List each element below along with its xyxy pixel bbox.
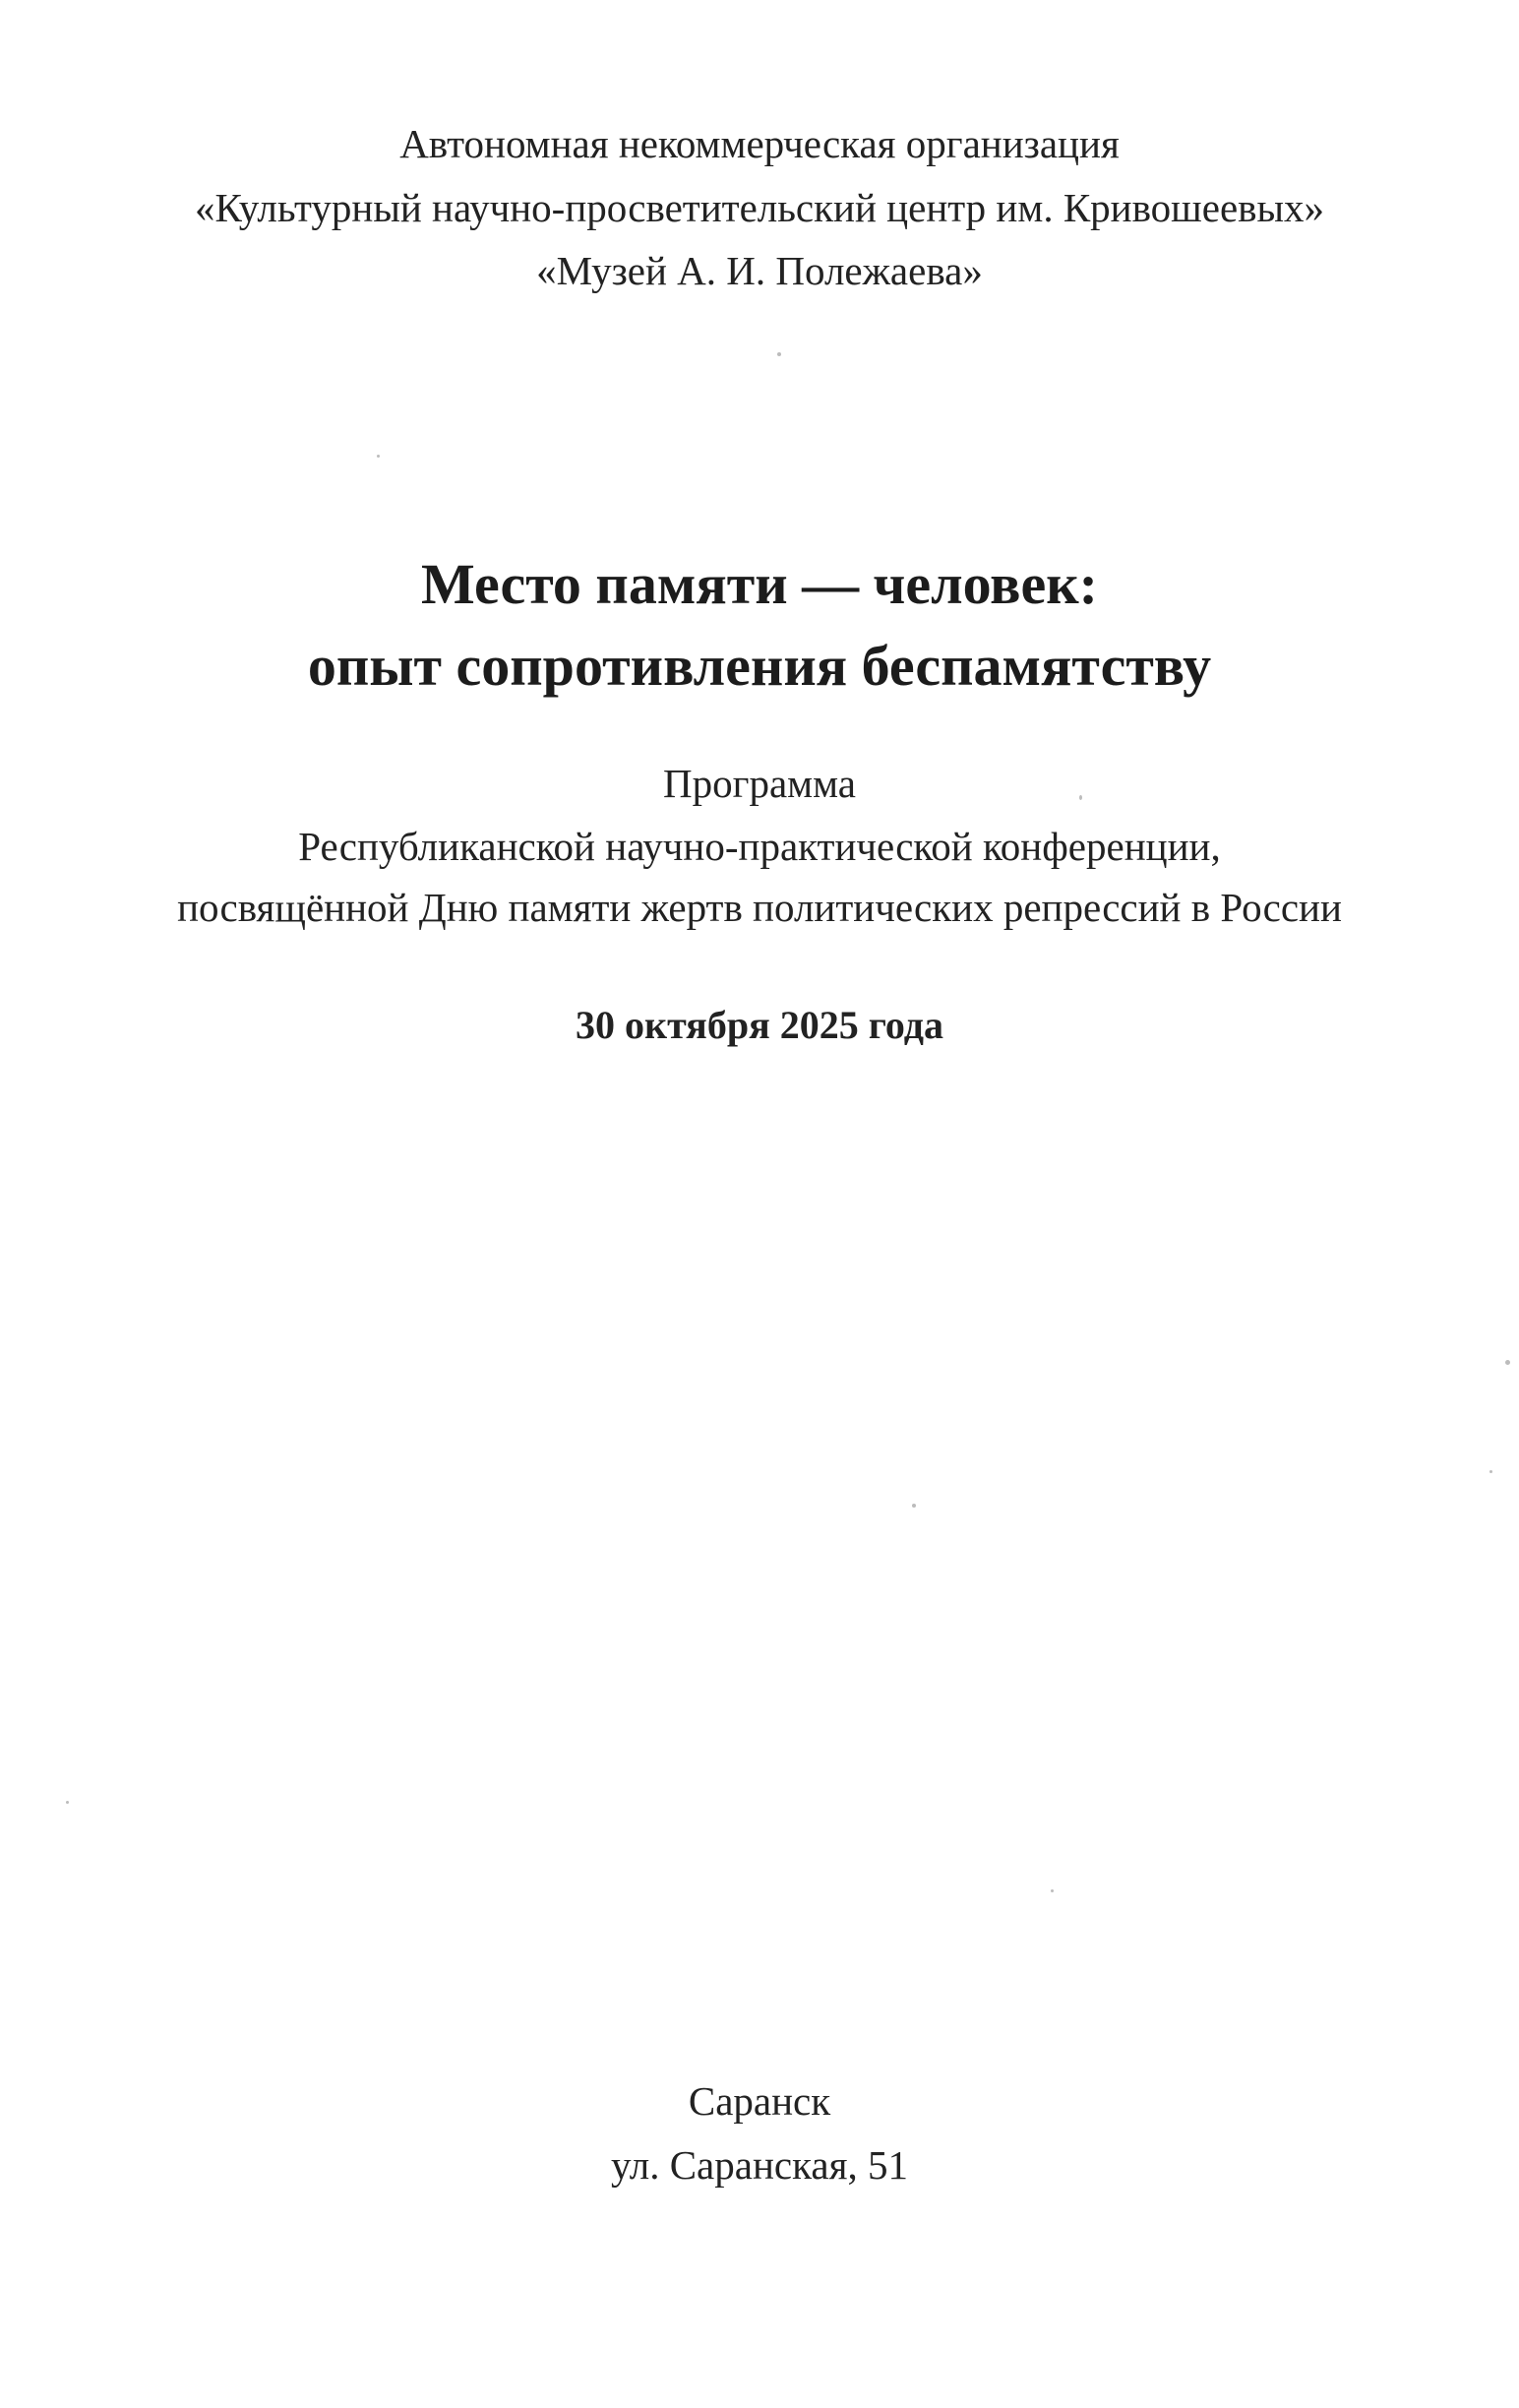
center-name: «Культурный научно-просветительский центр им. Кривошеевых» [194, 185, 1325, 230]
scan-speck [1079, 795, 1082, 800]
title-line-2: опыт сопротивления беспамятству [307, 634, 1212, 698]
conference-dedication: посвящённой Дню памяти жертв политических репрессий в России [177, 885, 1342, 930]
scan-speck [1489, 1470, 1492, 1473]
scan-speck [1505, 1360, 1510, 1365]
scan-speck [377, 455, 380, 458]
museum-name: «Музей А. И. Полежаева» [536, 248, 983, 293]
organization-name: Автономная некоммерческая организация [399, 121, 1120, 166]
conference-type: Республиканской научно-практической конференции, [298, 824, 1221, 869]
title-line-1: Место памяти — человек: [421, 552, 1098, 616]
scan-speck [1051, 1889, 1054, 1892]
scan-speck [66, 1801, 69, 1804]
address: ул. Саранская, 51 [611, 2142, 908, 2188]
scan-speck [777, 352, 781, 356]
program-label: Программа [663, 761, 856, 806]
conference-date: 30 октября 2025 года [576, 1003, 943, 1047]
scan-speck [912, 1504, 916, 1508]
city: Саранск [688, 2078, 831, 2124]
